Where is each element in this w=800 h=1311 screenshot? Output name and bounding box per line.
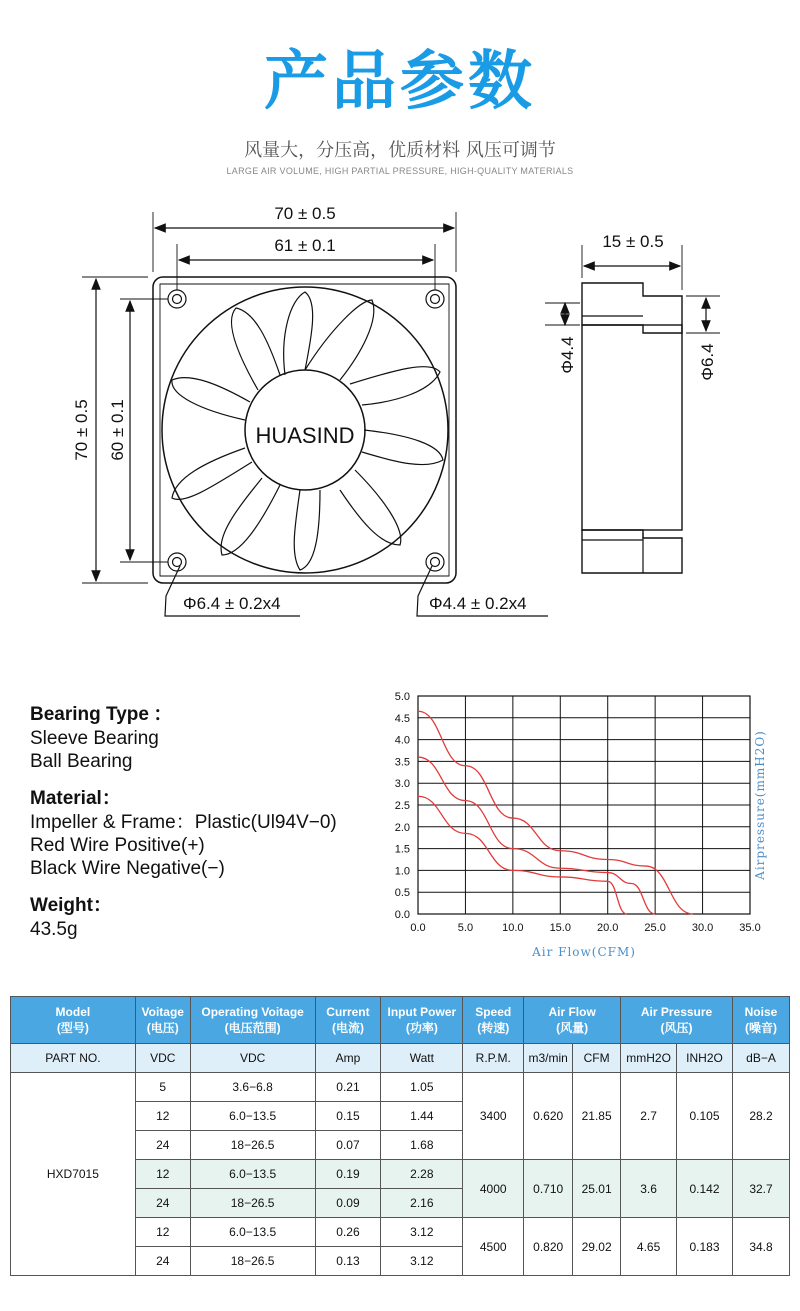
dim-depth: 15 ± 0.5 [602,232,664,251]
column-header-en: Air Flow [548,1005,596,1019]
brand-logo-text: HUASIND [255,423,355,448]
material-colon: ： [101,788,121,809]
current-cell: 0.21 [315,1073,381,1102]
power-cell: 3.12 [381,1218,463,1247]
x-tick-label: 0.0 [410,922,426,934]
column-header [463,997,524,1044]
current-cell: 0.15 [315,1102,381,1131]
column-header-cn: (型号) [56,1021,89,1035]
column-header-cn: (转速) [477,1021,510,1035]
airflow-m3-cell: 0.820 [524,1218,573,1276]
column-header-en: Speed [475,1005,512,1019]
range-cell: 3.6−6.8 [190,1073,315,1102]
column-header-cn: (风压) [660,1021,693,1035]
x-axis-label: Air Flow(CFM) [532,945,636,959]
y-tick-label: 1.0 [394,865,410,878]
column-header-cn: (电压范围) [224,1021,281,1035]
power-cell: 1.05 [381,1073,463,1102]
power-cell: 3.12 [381,1247,463,1276]
unit-header: R.P.M. [463,1044,524,1073]
hole-small-label: Φ4.4 ± 0.2x4 [429,594,527,613]
y-axis-label: Airpressure(mmH2O) [753,730,767,880]
column-header-cn: (电流) [331,1021,364,1035]
range-cell: 18−26.5 [190,1131,315,1160]
weight-value: 43.5g [30,919,78,940]
speed-cell: 3400 [463,1073,524,1160]
airflow-m3-cell: 0.620 [524,1073,573,1160]
material-red-wire: Red Wire Positive(+) [30,835,205,856]
unit-header: mmH2O [621,1044,677,1073]
column-header-cn: (功率) [405,1021,438,1035]
x-tick-label: 25.0 [644,922,666,934]
column-header-cn: (噪音) [744,1021,777,1035]
x-tick-label: 10.0 [502,922,524,934]
material-title: Material [30,788,102,809]
x-tick-label: 15.0 [549,922,571,934]
column-header-en: Input Power [387,1005,457,1019]
unit-header: INH2O [677,1044,733,1073]
dim-right-hole: Φ6.4 [698,343,717,381]
column-header-cn: (风量) [556,1021,589,1035]
unit-header: PART NO. [11,1044,136,1073]
voltage-cell: 12 [135,1218,190,1247]
material-frame: Impeller & Frame：Plastic(Ul94V−0) [30,812,337,833]
y-tick-label: 4.0 [394,734,410,747]
voltage-cell: 5 [135,1073,190,1102]
y-tick-label: 3.5 [394,756,410,769]
column-header [621,997,733,1044]
current-cell: 0.13 [315,1247,381,1276]
y-tick-label: 3.0 [394,778,410,791]
unit-header: Watt [381,1044,463,1073]
column-header [381,997,463,1044]
mount-hole-bottom-right [426,553,444,571]
mount-hole-top-right [426,290,444,308]
x-tick-label: 35.0 [739,922,761,934]
dim-outer-width: 70 ± 0.5 [274,204,336,223]
pressure-inh2o-cell: 0.183 [677,1218,733,1276]
unit-header: VDC [190,1044,315,1073]
page-title: 产品参数 [264,45,536,119]
side-view-body [582,325,682,530]
x-tick-label: 5.0 [457,922,474,934]
bearing-title: Bearing Type [30,704,149,725]
bearing-colon: ： [153,704,173,725]
pressure-inh2o-cell: 0.142 [677,1160,733,1218]
x-tick-label: 30.0 [691,922,714,934]
series-line-1 [418,796,627,914]
unit-header: Amp [315,1044,381,1073]
power-cell: 1.44 [381,1102,463,1131]
column-header [732,997,789,1044]
y-tick-label: 2.5 [394,800,410,812]
mount-hole-top-left [168,290,186,308]
voltage-cell: 24 [135,1189,190,1218]
table-row [11,1073,790,1102]
range-cell: 18−26.5 [190,1189,315,1218]
dim-outer-height: 70 ± 0.5 [72,399,91,461]
range-cell: 6.0−13.5 [190,1160,315,1189]
column-header [11,997,136,1044]
range-cell: 6.0−13.5 [190,1102,315,1131]
unit-header: CFM [573,1044,621,1073]
weight-colon: ： [92,895,112,916]
bearing-sleeve: Sleeve Bearing [30,728,159,749]
unit-header: m3/min [524,1044,573,1073]
hole-large-label: Φ6.4 ± 0.2x4 [183,594,281,613]
column-header [135,997,190,1044]
dim-hole-spacing: 61 ± 0.1 [274,236,336,255]
unit-header: dB−A [732,1044,789,1073]
voltage-cell: 24 [135,1131,190,1160]
noise-cell: 28.2 [732,1073,789,1160]
noise-cell: 32.7 [732,1160,789,1218]
dim-hole-spacing-vertical: 60 ± 0.1 [108,399,127,461]
pressure-inh2o-cell: 0.105 [677,1073,733,1160]
weight-title: Weight [30,895,93,916]
pressure-mmh2o-cell: 4.65 [621,1218,677,1276]
unit-header: VDC [135,1044,190,1073]
power-cell: 2.16 [381,1189,463,1218]
voltage-cell: 12 [135,1102,190,1131]
speed-cell: 4500 [463,1218,524,1276]
column-header-cn: (电压) [146,1021,179,1035]
airflow-pressure-chart [380,688,790,968]
page-subtitle-english: LARGE AIR VOLUME, HIGH PARTIAL PRESSURE, HIGH-QUALITY MATERIALS [226,166,574,176]
voltage-cell: 12 [135,1160,190,1189]
fan-dimension-drawing [0,190,800,630]
power-cell: 2.28 [381,1160,463,1189]
voltage-cell: 24 [135,1247,190,1276]
x-tick-label: 20.0 [597,922,619,934]
column-header-en: Operating Voitage [201,1005,304,1019]
model-cell: HXD7015 [11,1073,136,1276]
spec-list [30,703,390,941]
current-cell: 0.09 [315,1189,381,1218]
series-line-3 [418,711,693,914]
pressure-mmh2o-cell: 2.7 [621,1073,677,1160]
mount-hole-bottom-left [168,553,186,571]
column-header-en: Voitage [141,1005,184,1019]
current-cell: 0.26 [315,1218,381,1247]
column-header [190,997,315,1044]
power-cell: 1.68 [381,1131,463,1160]
y-tick-label: 4.5 [394,712,410,725]
range-cell: 6.0−13.5 [190,1218,315,1247]
column-header-en: Current [326,1005,370,1019]
column-header [524,997,621,1044]
current-cell: 0.19 [315,1160,381,1189]
noise-cell: 34.8 [732,1218,789,1276]
airflow-m3-cell: 0.710 [524,1160,573,1218]
range-cell: 18−26.5 [190,1247,315,1276]
airflow-cfm-cell: 29.02 [573,1218,621,1276]
page-subtitle: 风量大，分压高，优质材料 风压可调节 [244,140,556,161]
column-header-en: Noise [744,1005,778,1019]
dim-left-hole: Φ4.4 [558,336,577,374]
airflow-cfm-cell: 21.85 [573,1073,621,1160]
bearing-ball: Ball Bearing [30,751,133,772]
current-cell: 0.07 [315,1131,381,1160]
column-header-en: Model [55,1005,91,1019]
y-tick-label: 0.5 [394,887,410,900]
airflow-cfm-cell: 25.01 [573,1160,621,1218]
y-tick-label: 1.5 [394,843,410,856]
y-tick-label: 5.0 [394,691,410,703]
parameter-table [10,996,790,1276]
y-tick-label: 0.0 [394,909,410,921]
y-tick-label: 2.0 [394,821,410,834]
column-header-en: Air Pressure [640,1005,713,1019]
speed-cell: 4000 [463,1160,524,1218]
material-black-wire: Black Wire Negative(−) [30,858,225,879]
column-header [315,997,381,1044]
pressure-mmh2o-cell: 3.6 [621,1160,677,1218]
